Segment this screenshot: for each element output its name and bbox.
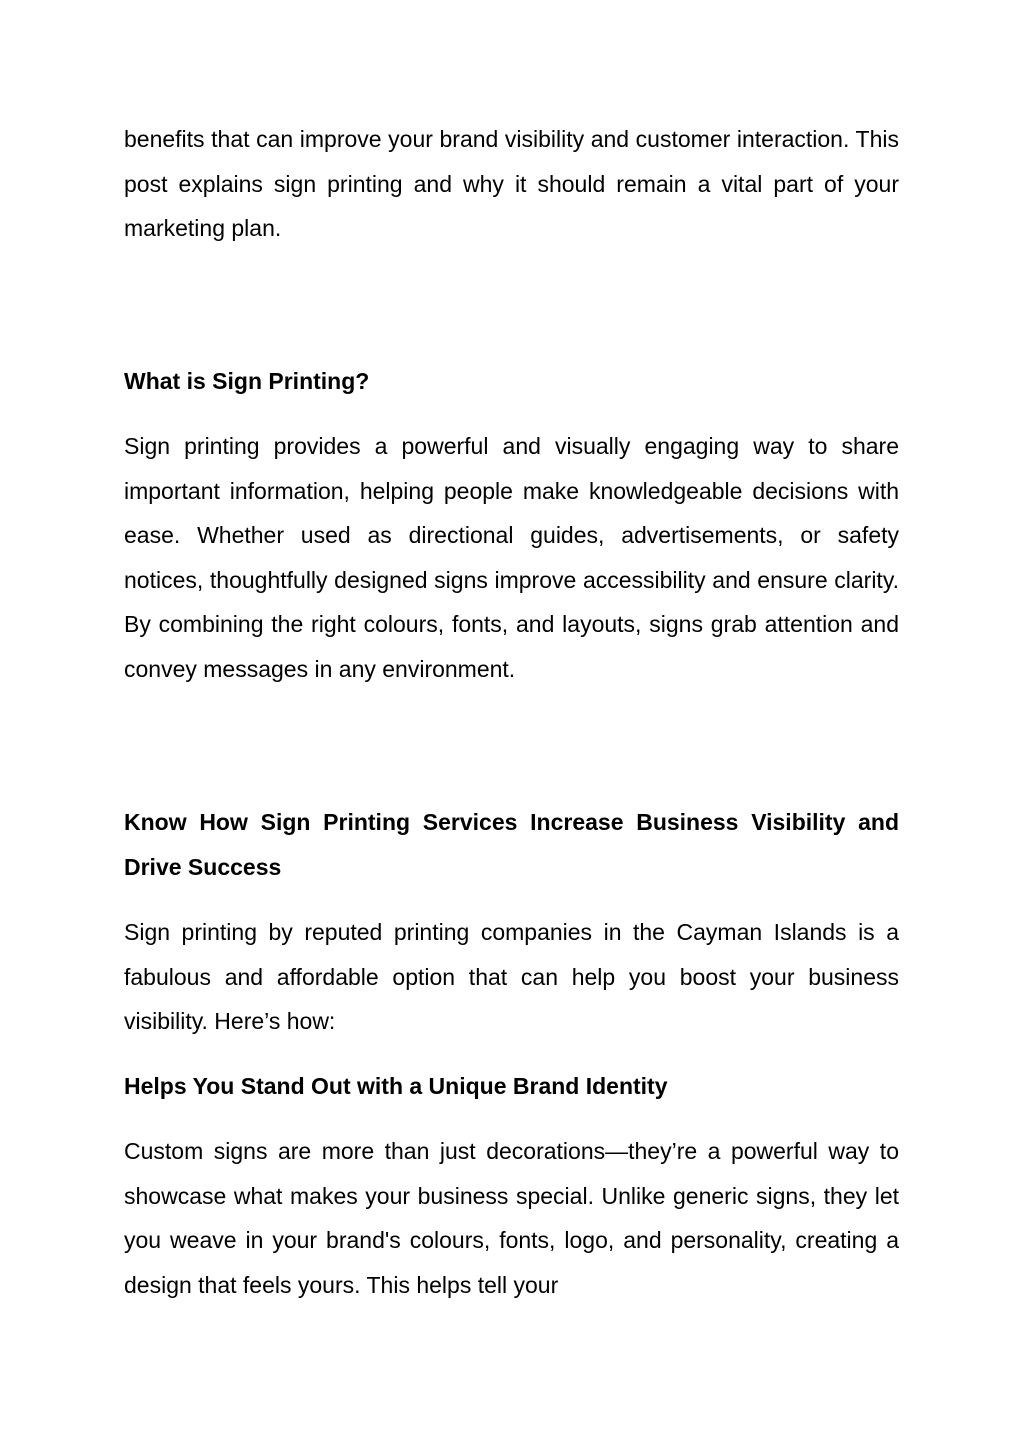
subsection-paragraph-brand-identity: Custom signs are more than just decorations—they’re a powerful way to showcase what makes your business special. Unlike generic signs, they let you weave in your brand's colours, fonts, logo, and personality, creating a design that feels yours. This helps tell your xyxy=(124,1138,899,1298)
section-paragraph-business-visibility: Sign printing by reputed printing companies in the Cayman Islands is a fabulous and affordable option that can help you boost your business visibility. Here’s how: xyxy=(124,919,899,1034)
section-heading-business-visibility: Know How Sign Printing Services Increase Business Visibility and Drive Success xyxy=(124,809,899,880)
intro-paragraph: benefits that can improve your brand visibility and customer interaction. This post explains sign printing and why it should remain a vital part of your marketing plan. xyxy=(124,126,899,241)
section-paragraph-what-is-sign-printing: Sign printing provides a powerful and visually engaging way to share important information, helping people make knowledgeable decisions with ease. Whether used as directional guides, advertisements, or safety notices, thoughtfully designed signs improve accessibility and ensure clarity. By combining the right colours, fonts, and layouts, signs grab attention and convey messages in any environment. xyxy=(124,433,899,682)
section-heading-what-is-sign-printing: What is Sign Printing? xyxy=(124,367,370,394)
document-page xyxy=(124,117,899,1307)
subsection-heading-brand-identity: Helps You Stand Out with a Unique Brand Identity xyxy=(124,1072,668,1099)
